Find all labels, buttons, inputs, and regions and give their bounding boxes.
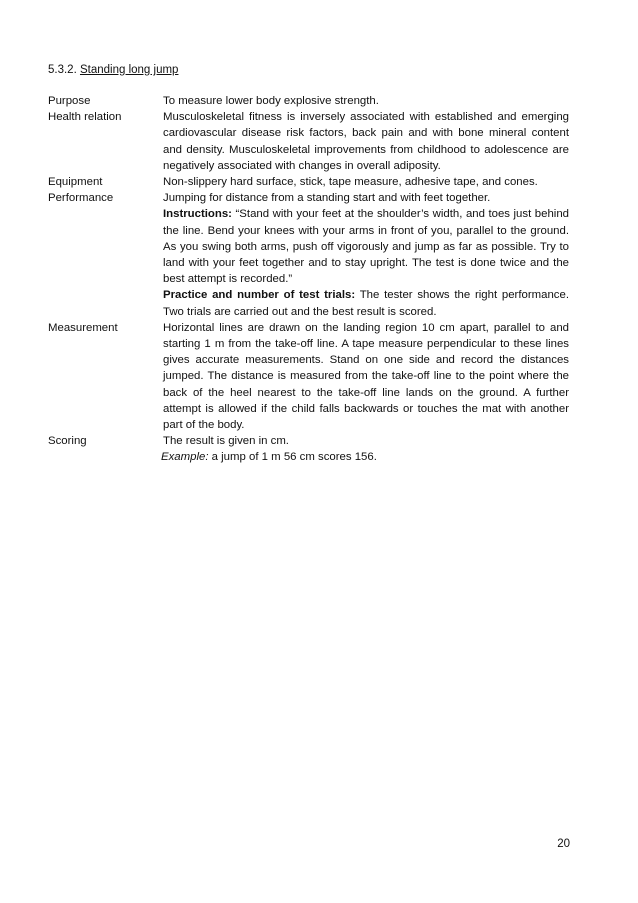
- instructions-text: “Stand with your feet at the shoulder’s width, and toes just behind the line. Bend your knees with your arms in front of you, parallel to the ground. As you swing both arms, push off vigorously and jump as far as possible. Try to land with your feet together and to stay upright. The test is done twice and the best attempt is recorded.”: [163, 208, 569, 286]
- row-performance: [48, 190, 571, 320]
- equipment-text: Non-slippery hard surface, stick, tape measure, adhesive tape, and cones.: [163, 176, 538, 189]
- health-relation-text: Musculoskeletal fitness is inversely associated with established and emerging cardiovascular disease risk factors, back pain and with bone mineral content and density. Musculoskeletal improvements from childhood to adolescence are negatively associated with changes in overall adiposity.: [163, 111, 569, 172]
- content-performance: [163, 190, 569, 320]
- content-equipment: [163, 174, 569, 190]
- example-paragraph: [161, 449, 569, 465]
- row-purpose: [48, 93, 571, 109]
- row-scoring: [48, 433, 571, 465]
- label-scoring: Scoring: [48, 435, 87, 448]
- label-performance: Performance: [48, 192, 114, 205]
- practice-paragraph: [163, 287, 569, 319]
- row-measurement: [48, 320, 571, 433]
- section-title: Standing long jump: [79, 64, 179, 76]
- scoring-text: The result is given in cm.: [163, 435, 289, 448]
- row-equipment: [48, 174, 571, 190]
- section-number: 5.3.2.: [48, 64, 77, 76]
- instructions-paragraph: [163, 206, 569, 287]
- practice-text: The tester shows the right performance. Two trials are carried out and the best result is scored.: [163, 289, 570, 318]
- performance-text: Jumping for distance from a standing start and with feet together.: [163, 192, 491, 205]
- measurement-text: Horizontal lines are drawn on the landing region 10 cm apart, parallel to and starting 1 m from the take-off line. A tape measure perpendicular to these lines gives accurate measurements. Stand on one side and record the distances jumped. The distance is measured from the take-off line to the point where the back of the heel nearest to the take-off line lands on the ground. A further attempt is allowed if the child falls backwards or touches the mat with another part of the body.: [163, 321, 569, 432]
- example-label: Example:: [161, 451, 209, 464]
- label-equipment: Equipment: [48, 176, 103, 189]
- test-description-table: [48, 93, 571, 466]
- content-scoring: [163, 433, 569, 465]
- section-heading: [48, 62, 178, 78]
- content-health-relation: [163, 109, 569, 174]
- content-measurement: [163, 320, 569, 433]
- practice-label: Practice and number of test trials:: [163, 289, 356, 302]
- label-purpose: Purpose: [48, 95, 91, 107]
- purpose-text: To measure lower body explosive strength.: [163, 95, 379, 107]
- content-purpose: [163, 93, 569, 109]
- label-health-relation: Health relation: [48, 111, 122, 124]
- page-number: 20: [557, 838, 570, 850]
- row-health-relation: [48, 109, 571, 174]
- label-measurement: Measurement: [48, 321, 118, 334]
- example-text: a jump of 1 m 56 cm scores 156.: [211, 451, 377, 464]
- instructions-label: Instructions:: [163, 208, 232, 221]
